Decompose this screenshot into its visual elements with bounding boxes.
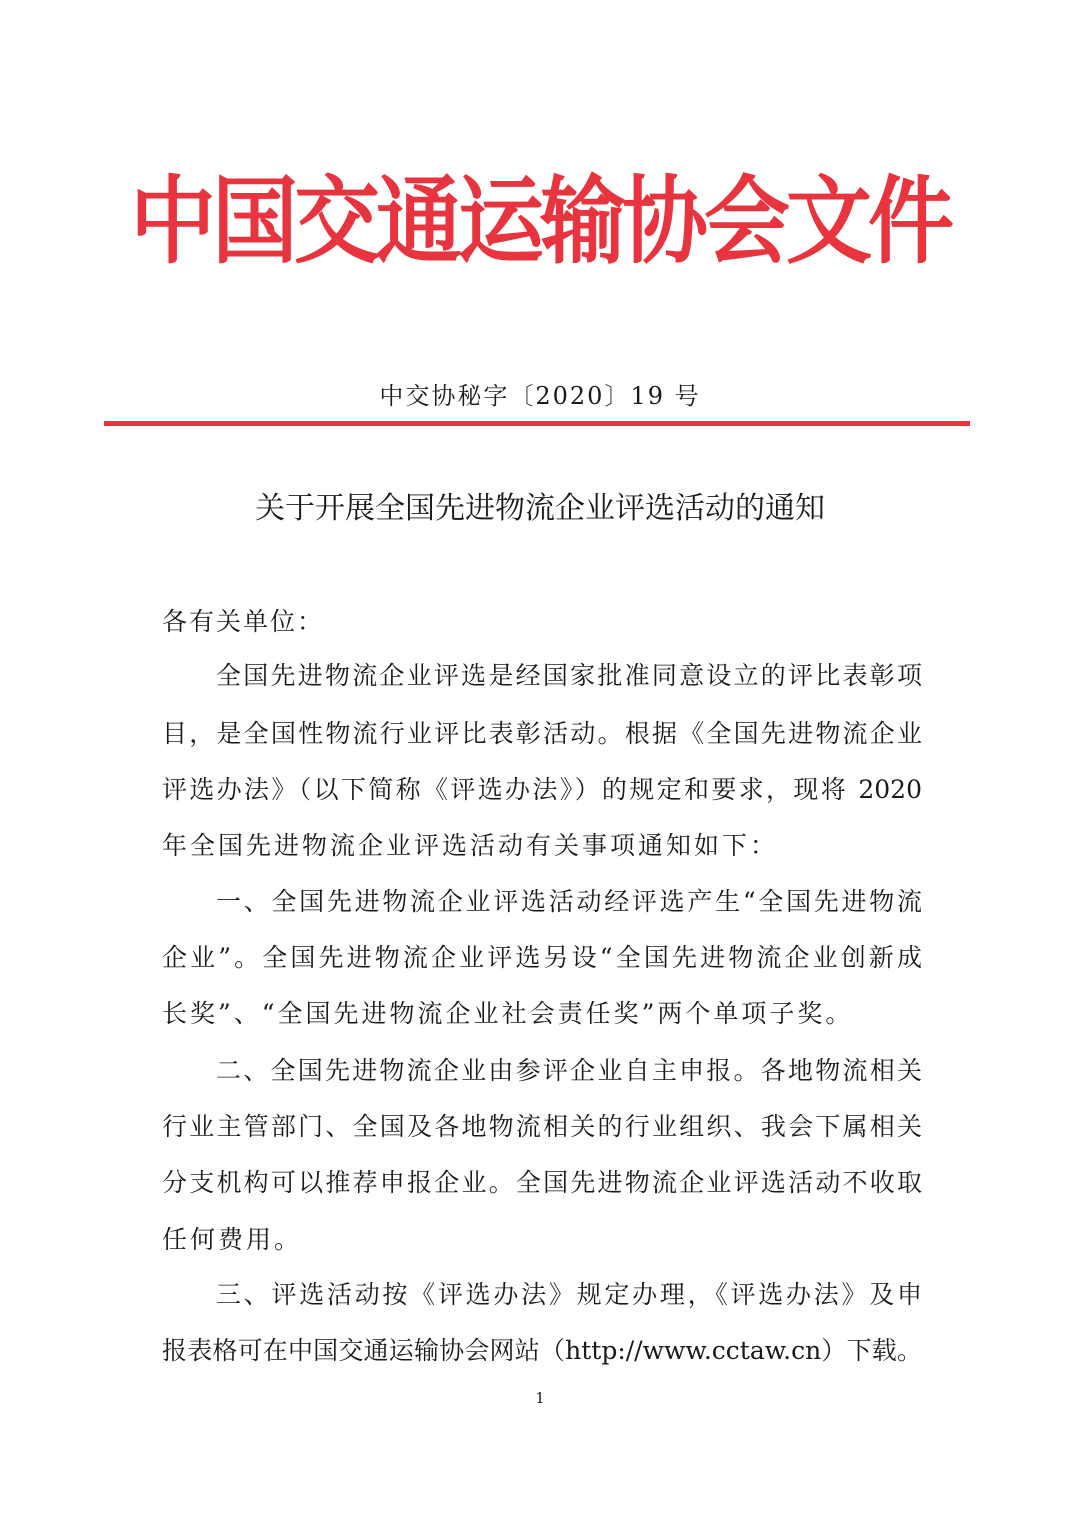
body-line: 目，是全国性物流行业评比表彰活动。根据《全国先进物流企业 [162, 719, 922, 748]
document-number: 中交协秘字〔2020〕19 号 [379, 382, 701, 410]
body-line: 长奖”、“全国先进物流企业社会责任奖”两个单项子奖。 [162, 999, 854, 1028]
body-line: 任何费用。 [162, 1225, 303, 1254]
body-line: 二、全国先进物流企业由参评企业自主申报。各地物流相关 [216, 1056, 922, 1085]
salutation: 各有关单位： [162, 607, 325, 636]
body-line: 企业”。全国先进物流企业评选另设“全国先进物流企业创新成 [162, 943, 922, 972]
red-divider-rule [104, 421, 970, 426]
body-line: 评选办法》（以下简称《评选办法》）的规定和要求，现将 2020 [162, 775, 922, 804]
body-line: 一、全国先进物流企业评选活动经评选产生“全国先进物流 [216, 887, 922, 916]
body-line: 三、评选活动按《评选办法》规定办理，《评选办法》及申 [216, 1280, 922, 1309]
page-number: 1 [535, 1389, 545, 1407]
body-line: 全国先进物流企业评选是经国家批准同意设立的评比表彰项 [216, 661, 922, 690]
body-line: 报表格可在中国交通运输协会网站（http://www.cctaw.cn）下载。 [162, 1336, 922, 1365]
body-line: 年全国先进物流企业评选活动有关事项通知如下： [162, 831, 779, 860]
notice-title: 关于开展全国先进物流企业评选活动的通知 [255, 491, 825, 526]
document-header-title: 中国交通运输协会文件 [130, 167, 950, 277]
body-line: 行业主管部门、全国及各地物流相关的行业组织、我会下属相关 [162, 1112, 922, 1141]
body-line: 分支机构可以推荐申报企业。全国先进物流企业评选活动不收取 [162, 1168, 922, 1197]
